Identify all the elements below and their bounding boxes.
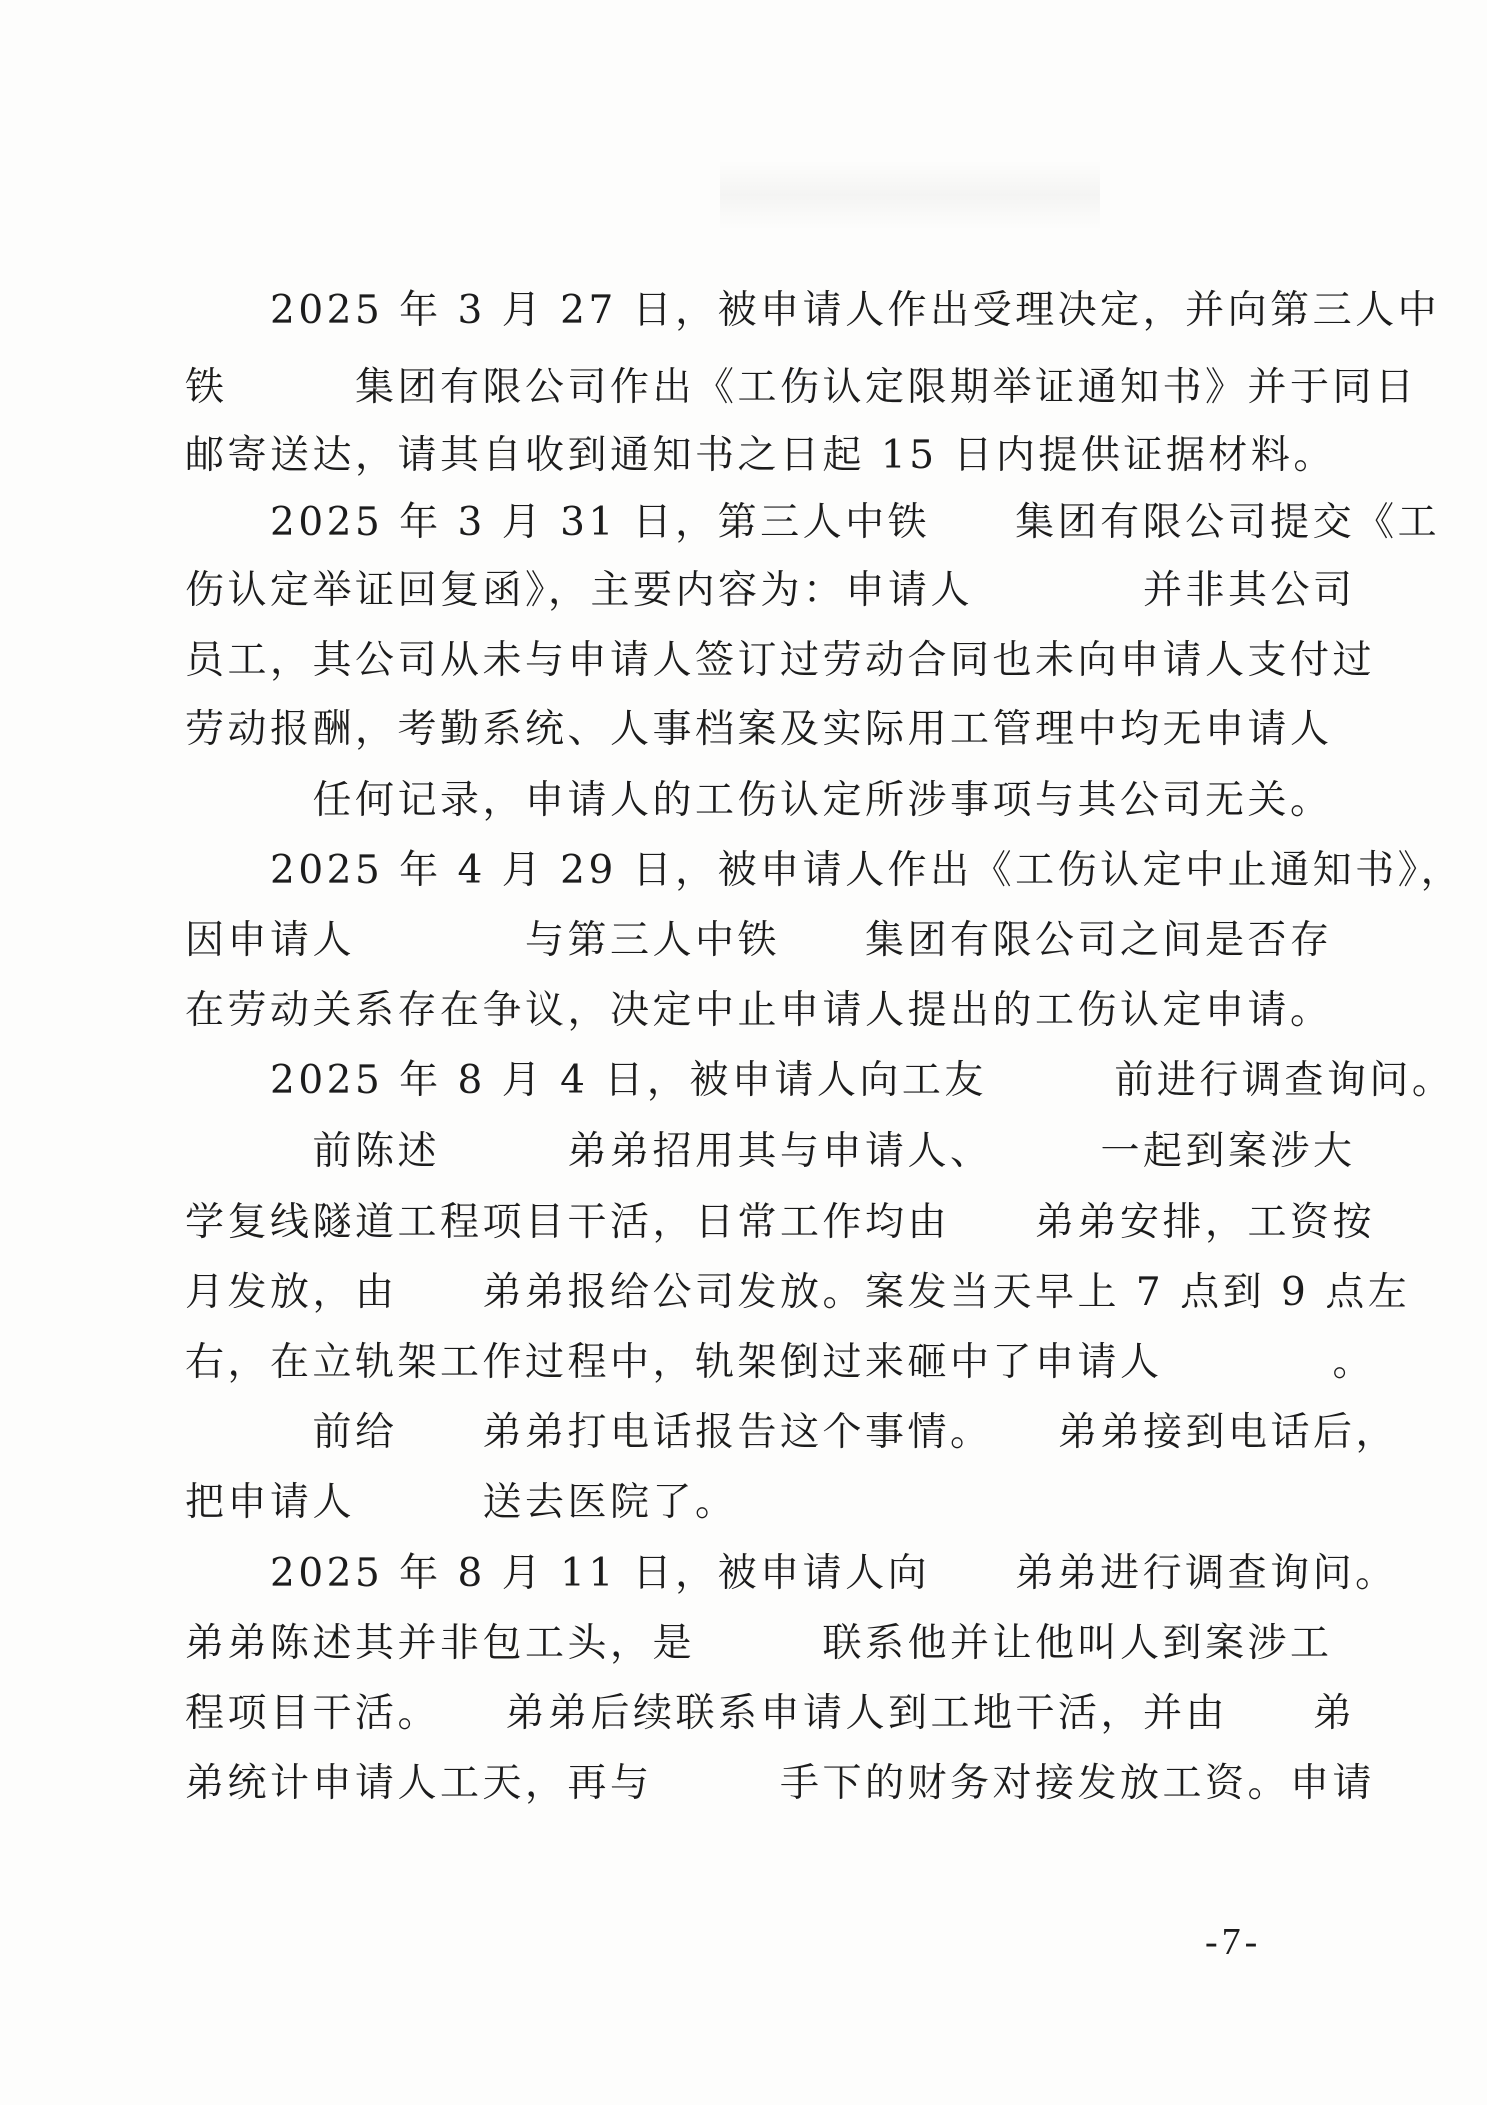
text-line-14: 学复线隧道工程项目干活，日常工作均由 弟弟安排，工资按 [185, 1200, 1376, 1245]
text-line-20: 弟弟陈述其并非包工头，是 联系他并让他叫人到案涉工 [185, 1621, 1333, 1666]
text-line-22: 弟统计申请人工天，再与 手下的财务对接发放工资。申请 [185, 1761, 1376, 1806]
text-line-17: 前给 弟弟打电话报告这个事情。 弟弟接到电话后， [185, 1410, 1399, 1455]
text-line-13: 前陈述 弟弟招用其与申请人、 一起到案涉大 [185, 1129, 1356, 1174]
text-line-11: 在劳动关系存在争议，决定中止申请人提出的工伤认定申请。 [185, 988, 1333, 1033]
text-line-18: 把申请人 送去医院了。 [185, 1480, 738, 1525]
text-line-15: 月发放，由 弟弟报给公司发放。案发当天早上 7 点到 9 点左 [185, 1270, 1411, 1315]
text-line-7: 劳动报酬，考勤系统、人事档案及实际用工管理中均无申请人 [185, 707, 1333, 752]
text-line-16: 右，在立轨架工作过程中，轨架倒过来砸中了申请人 。 [185, 1340, 1376, 1385]
text-line-21: 程项目干活。 弟弟后续联系申请人到工地干活，并由 弟 [185, 1691, 1356, 1736]
text-line-9: 2025 年 4 月 29 日，被申请人作出《工伤认定中止通知书》， [185, 848, 1464, 893]
text-line-5: 伤认定举证回复函》，主要内容为：申请人 并非其公司 [185, 568, 1356, 613]
text-line-6: 员工，其公司从未与申请人签订过劳动合同也未向申请人支付过 [185, 638, 1376, 683]
text-line-2: 铁 集团有限公司作出《工伤认定限期举证通知书》并于同日 [185, 365, 1418, 410]
text-line-10: 因申请人 与第三人中铁 集团有限公司之间是否存 [185, 918, 1333, 963]
text-line-12: 2025 年 8 月 4 日，被申请人向工友 前进行调查询问。 [185, 1058, 1455, 1103]
text-line-8: 任何记录，申请人的工伤认定所涉事项与其公司无关。 [185, 778, 1333, 823]
text-line-3: 邮寄送达，请其自收到通知书之日起 15 日内提供证据材料。 [185, 433, 1336, 478]
text-line-19: 2025 年 8 月 11 日，被申请人向 弟弟进行调查询问。 [185, 1551, 1398, 1596]
page-number: -7- [1205, 1921, 1262, 1963]
scan-shadow [720, 160, 1100, 230]
text-line-4: 2025 年 3 月 31 日，第三人中铁 集团有限公司提交《工 [185, 500, 1441, 545]
text-line-1: 2025 年 3 月 27 日，被申请人作出受理决定，并向第三人中 [185, 288, 1441, 333]
